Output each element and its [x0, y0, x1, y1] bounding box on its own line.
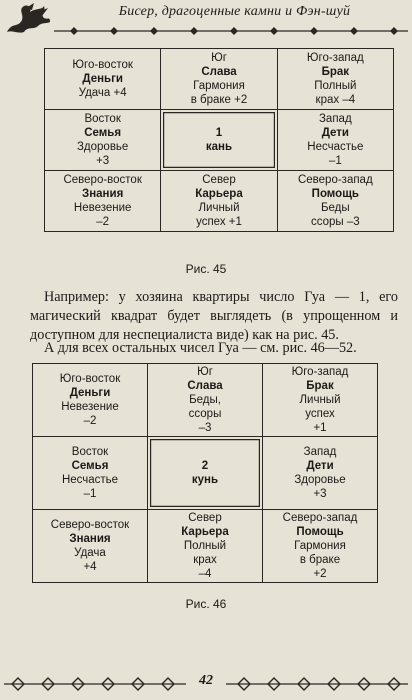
page-footer: [0, 672, 412, 698]
cell-sector-name: Помощь: [296, 526, 344, 538]
page-header: [0, 0, 412, 36]
grid-row: [33, 510, 378, 583]
cell-direction: Северо-запад: [297, 174, 373, 186]
cell-description: ссоры: [188, 408, 222, 420]
bagua-grid-fig46: [32, 363, 378, 583]
grid-row: [45, 49, 394, 110]
cell-direction: Юго-запад: [291, 366, 349, 378]
cell-direction: Северо-запад: [282, 512, 358, 524]
grid-cell: [277, 110, 393, 171]
cell-sector-name: Знания: [82, 188, 124, 200]
cell-description: Здоровье: [76, 141, 129, 153]
cell-description: крах –4: [315, 94, 356, 106]
grid-cell: [263, 510, 378, 583]
grid-row: [45, 110, 394, 171]
cell-description: Несчастье: [307, 141, 364, 153]
cell-direction: Северо-восток: [50, 519, 130, 531]
cell-description: Удача +4: [78, 87, 127, 99]
cell-description: +3: [313, 488, 327, 500]
grid-row: [45, 171, 394, 232]
cell-sector-name: Карьера: [195, 188, 243, 200]
gua-number: 2: [201, 460, 209, 472]
paragraph-example: Например: у хозяина квартиры число Гуа — 1, его магический квадрат будет выглядеть (в упрощенном и доступном для неспециалиста виде) как на рис. 45.: [30, 289, 398, 343]
cell-direction: Юг: [197, 366, 213, 378]
cell-sector-name: Помощь: [311, 188, 359, 200]
cell-description: +1: [313, 422, 327, 434]
cell-description: Здоровье: [294, 474, 346, 486]
cell-description: –3: [198, 422, 212, 434]
cell-description: Удача: [74, 547, 106, 559]
grid-cell: [277, 49, 393, 110]
cell-direction: Северо-восток: [63, 174, 142, 186]
cell-direction: Запад: [303, 446, 337, 458]
grid-cell: [33, 510, 148, 583]
cell-sector-name: Деньги: [69, 387, 111, 399]
cell-direction: Восток: [71, 446, 109, 458]
grid-cell: [263, 364, 378, 437]
cell-sector-name: Слава: [187, 380, 223, 392]
cell-direction: Юго-запад: [306, 52, 364, 64]
cell-sector-name: Брак: [321, 66, 350, 78]
cell-description: –2: [96, 216, 110, 228]
cell-direction: Север: [202, 174, 236, 186]
grid-cell: [148, 364, 263, 437]
cell-description: –2: [83, 415, 97, 427]
grid-center-cell: [161, 110, 277, 171]
cell-direction: Юго-восток: [72, 59, 133, 71]
cell-description: Беды: [320, 202, 350, 214]
grid-cell: [45, 49, 161, 110]
cell-description: –4: [198, 568, 212, 580]
cell-description: крах: [193, 554, 217, 566]
grid-cell: [45, 110, 161, 171]
cell-description: Полный: [183, 540, 227, 552]
cell-direction: Север: [188, 512, 222, 524]
grid-cell: [45, 171, 161, 232]
trigram-name: кунь: [191, 474, 219, 486]
cell-sector-name: Семья: [71, 460, 109, 472]
grid-row: [33, 364, 378, 437]
cell-description: успех +1: [196, 216, 242, 228]
cell-description: ссоры –3: [310, 216, 360, 228]
cell-description: Полный: [314, 80, 357, 92]
grid-cell: [161, 49, 277, 110]
dragon-icon: [4, 2, 52, 36]
cell-sector-name: Брак: [306, 380, 334, 392]
header-title: Бисер, драгоценные камни и Фэн-шуй: [118, 4, 351, 19]
bagua-grid-fig45: [44, 48, 394, 232]
cell-description: Беды,: [189, 394, 221, 406]
paragraph-reference: А для всех остальных чисел Гуа — см. рис. 46—52.: [44, 340, 357, 356]
cell-direction: Восток: [84, 113, 121, 125]
cell-description: в браке +2: [190, 94, 248, 106]
cell-direction: Юг: [211, 52, 227, 64]
cell-description: +2: [313, 568, 327, 580]
cell-description: в браке: [299, 554, 341, 566]
cell-description: Невезение: [73, 202, 132, 214]
grid-cell: [161, 171, 277, 232]
cell-sector-name: Дети: [321, 127, 349, 139]
grid-cell: [263, 437, 378, 510]
cell-description: +3: [96, 155, 110, 167]
cell-sector-name: Семья: [84, 127, 122, 139]
cell-description: –1: [83, 488, 97, 500]
cell-description: Невезение: [61, 401, 119, 413]
cell-sector-name: Деньги: [82, 73, 123, 85]
cell-description: Гармония: [193, 80, 245, 92]
page-number: 42: [186, 673, 226, 689]
grid-cell: [33, 364, 148, 437]
gua-number: 1: [215, 127, 223, 139]
grid-center-cell: [148, 437, 263, 510]
cell-direction: Юго-восток: [59, 373, 121, 385]
grid-cell: [148, 510, 263, 583]
cell-sector-name: Дети: [306, 460, 334, 472]
cell-description: успех: [305, 408, 335, 420]
figure-caption-45: Рис. 45: [185, 262, 227, 276]
cell-description: Личный: [299, 394, 341, 406]
cell-sector-name: Карьера: [181, 526, 229, 538]
cell-description: Несчастье: [61, 474, 119, 486]
cell-description: +4: [83, 561, 97, 573]
cell-description: –1: [328, 155, 342, 167]
cell-sector-name: Знания: [69, 533, 111, 545]
grid-cell: [33, 437, 148, 510]
grid-row: [33, 437, 378, 510]
header-ornament: [54, 25, 408, 37]
cell-sector-name: Слава: [201, 66, 237, 78]
cell-direction: Запад: [318, 113, 352, 125]
trigram-name: кань: [205, 141, 233, 153]
grid-cell: [277, 171, 393, 232]
cell-description: Гармония: [294, 540, 346, 552]
cell-description: Личный: [198, 202, 240, 214]
figure-caption-46: Рис. 46: [185, 597, 227, 611]
